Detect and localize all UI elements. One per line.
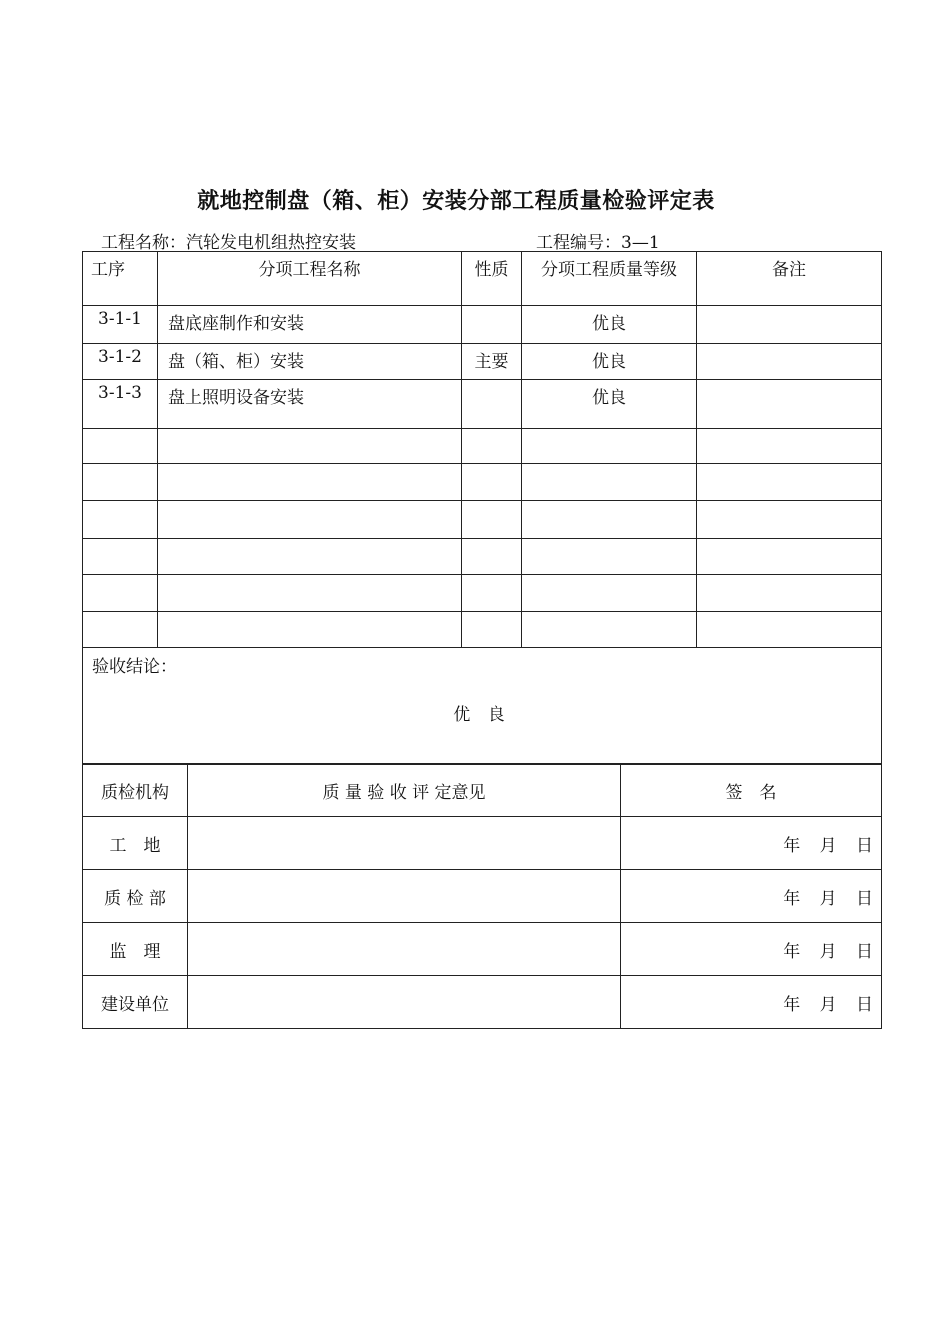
header-opinion: 质 量 验 收 评 定意见 <box>188 764 621 817</box>
table-row <box>83 501 882 539</box>
row-note <box>697 575 882 612</box>
row-name <box>158 501 462 539</box>
row-name <box>158 464 462 501</box>
row-seq <box>83 429 158 464</box>
row-grade <box>522 501 697 539</box>
page-title: 就地控制盘（箱、柜）安装分部工程质量检验评定表 <box>197 189 715 214</box>
conclusion-label: 验收结论： <box>92 657 177 677</box>
row-name <box>158 575 462 612</box>
table-row <box>83 612 882 648</box>
header-note: 备注 <box>697 252 882 306</box>
row-seq <box>83 464 158 501</box>
signoff-row <box>83 923 882 976</box>
table-row <box>83 539 882 575</box>
row-seq <box>83 501 158 539</box>
project-code: 工程编号：3—1 <box>536 233 660 253</box>
row-type <box>462 575 522 612</box>
row-note <box>697 429 882 464</box>
subproject-table <box>82 251 882 765</box>
row-type <box>462 429 522 464</box>
row-seq <box>83 575 158 612</box>
sign-date: 年 月 日 <box>621 817 882 870</box>
row-name <box>158 429 462 464</box>
row-note <box>697 344 882 380</box>
sign-date: 年 月 日 <box>621 870 882 923</box>
row-name <box>158 612 462 648</box>
row-type <box>462 612 522 648</box>
row-grade <box>522 612 697 648</box>
row-note <box>697 612 882 648</box>
project-name: 工程名称：汽轮发电机组热控安装 <box>101 233 356 253</box>
row-grade <box>522 429 697 464</box>
row-name: 盘（箱、柜）安装 <box>158 344 462 380</box>
row-grade <box>522 575 697 612</box>
signoff-row <box>83 817 882 870</box>
row-type <box>462 380 522 429</box>
conclusion-cell <box>83 648 882 765</box>
row-type <box>462 306 522 344</box>
sign-date: 年 月 日 <box>621 976 882 1029</box>
row-grade <box>522 464 697 501</box>
header-sign: 签 名 <box>621 764 882 817</box>
header-seq: 工序 <box>83 252 158 306</box>
row-seq <box>83 539 158 575</box>
opinion-field <box>188 923 621 976</box>
row-grade: 优良 <box>522 380 697 429</box>
row-note <box>697 464 882 501</box>
signoff-row <box>83 976 882 1029</box>
conclusion-value: 优 良 <box>453 705 511 725</box>
row-type <box>462 464 522 501</box>
row-type: 主要 <box>462 344 522 380</box>
opinion-field <box>188 817 621 870</box>
row-name: 盘底座制作和安装 <box>158 306 462 344</box>
org-label: 建设单位 <box>83 976 188 1029</box>
row-seq <box>83 612 158 648</box>
row-note <box>697 380 882 429</box>
row-seq: 3-1-2 <box>83 344 158 380</box>
table-row <box>83 306 882 344</box>
row-note <box>697 306 882 344</box>
table-row <box>83 575 882 612</box>
conclusion-row <box>83 648 882 765</box>
row-note <box>697 539 882 575</box>
table-header-row <box>83 252 882 306</box>
org-label: 工 地 <box>83 817 188 870</box>
table-row <box>83 380 882 429</box>
opinion-field <box>188 870 621 923</box>
header-org: 质检机构 <box>83 764 188 817</box>
row-grade <box>522 539 697 575</box>
row-note <box>697 501 882 539</box>
row-grade: 优良 <box>522 306 697 344</box>
table-row <box>83 344 882 380</box>
row-type <box>462 501 522 539</box>
sign-date: 年 月 日 <box>621 923 882 976</box>
signoff-header-row <box>83 764 882 817</box>
row-seq: 3-1-1 <box>83 306 158 344</box>
table-row <box>83 429 882 464</box>
org-label: 质 检 部 <box>83 870 188 923</box>
signoff-table <box>82 763 882 1029</box>
row-seq: 3-1-3 <box>83 380 158 429</box>
header-name: 分项工程名称 <box>158 252 462 306</box>
signoff-row <box>83 870 882 923</box>
table-row <box>83 464 882 501</box>
row-name <box>158 539 462 575</box>
row-type <box>462 539 522 575</box>
opinion-field <box>188 976 621 1029</box>
header-grade: 分项工程质量等级 <box>522 252 697 306</box>
row-grade: 优良 <box>522 344 697 380</box>
header-type: 性质 <box>462 252 522 306</box>
org-label: 监 理 <box>83 923 188 976</box>
row-name: 盘上照明设备安装 <box>158 380 462 429</box>
